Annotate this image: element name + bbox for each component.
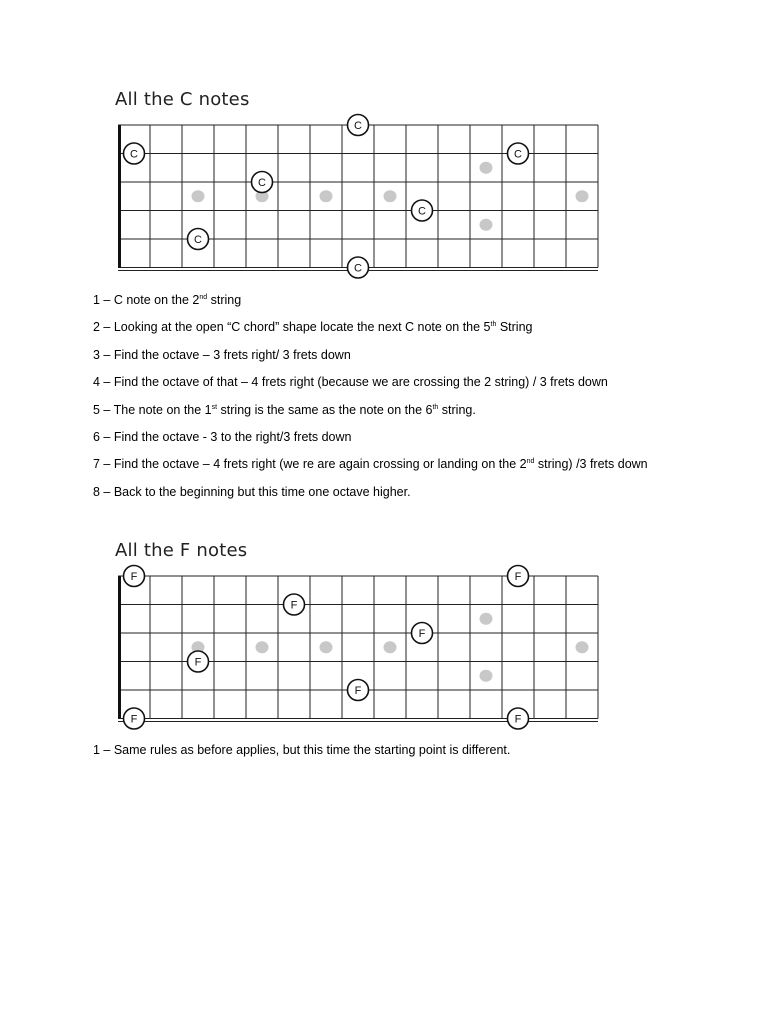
note-label: F: [514, 571, 522, 583]
step-text: String: [496, 320, 533, 335]
note-marker: [508, 566, 529, 587]
note-label: C: [354, 120, 362, 132]
step-item: [93, 374, 648, 401]
note-marker: [348, 115, 369, 136]
step-text: string: [207, 293, 242, 307]
note-label: C: [514, 148, 522, 161]
nut: [118, 576, 121, 719]
note-marker: [508, 143, 529, 164]
note-marker: [124, 566, 145, 587]
step-text: 4 – Find the octave of that – 4 frets right (because we are crossing the 2 string) / 3 frets down: [93, 375, 608, 390]
ordinal-suffix: th: [490, 321, 497, 329]
note-label: C: [194, 234, 202, 246]
inlay-dot: [320, 641, 333, 653]
step-text: string.: [438, 402, 476, 417]
steps-list-f-notes: [93, 742, 510, 769]
ordinal-suffix: st: [211, 403, 218, 411]
step-item: [93, 429, 648, 456]
step-text: 2 – Looking at the open “C chord” shape locate the next C note on the 5: [93, 320, 491, 335]
note-label: F: [354, 685, 362, 697]
note-marker: [284, 594, 305, 615]
note-marker: [412, 623, 433, 644]
note-label: C: [418, 205, 426, 218]
step-text: string is the same as the note on the 6: [217, 402, 433, 417]
inlay-dot: [480, 219, 493, 231]
step-text: 5 – The note on the 1: [93, 402, 212, 417]
steps-list-c-notes: [93, 292, 648, 511]
note-label: F: [130, 713, 138, 726]
step-text: 7 – Find the octave – 4 frets right (we re are again crossing or landing on the 2: [93, 457, 527, 472]
inlay-dot: [576, 190, 589, 202]
step-item: [93, 402, 648, 429]
fretboard-svg: [110, 561, 610, 731]
note-label: F: [194, 656, 202, 669]
note-marker: [348, 257, 369, 278]
step-text: string) /3 frets down: [534, 457, 648, 472]
inlay-dot: [192, 190, 205, 202]
section-title-c-notes: All the C notes: [115, 89, 250, 110]
note-label: F: [514, 713, 522, 726]
note-marker: [124, 143, 145, 164]
step-item: [93, 484, 648, 511]
ordinal-suffix: nd: [199, 294, 208, 301]
step-text: 1 – Same rules as before applies, but this time the starting point is different.: [93, 743, 511, 757]
inlay-dot: [480, 162, 493, 174]
note-label: F: [130, 571, 138, 583]
note-label: C: [354, 262, 362, 275]
note-marker: [124, 708, 145, 729]
note-marker: [252, 172, 273, 193]
fretboard-svg: [110, 110, 610, 280]
inlay-dot: [320, 190, 333, 202]
note-label: F: [418, 628, 426, 640]
note-label: C: [130, 148, 138, 161]
note-label: C: [258, 177, 266, 189]
ordinal-suffix: nd: [526, 458, 535, 466]
inlay-dot: [480, 670, 493, 682]
inlay-dot: [256, 641, 269, 653]
inlay-dot: [576, 641, 589, 653]
note-marker: [348, 680, 369, 701]
note-marker: [188, 229, 209, 250]
step-text: 3 – Find the octave – 3 frets right/ 3 frets down: [93, 347, 351, 362]
step-text: 6 – Find the octave - 3 to the right/3 frets down: [93, 429, 352, 444]
step-text: 1 – C note on the 2: [93, 293, 200, 307]
step-item: [93, 319, 648, 346]
step-item: [93, 347, 648, 374]
fretboard-diagram-c-notes: [110, 110, 610, 280]
inlay-dot: [384, 641, 397, 653]
nut: [118, 125, 121, 268]
note-marker: [412, 200, 433, 221]
fretboard-diagram-f-notes: [110, 561, 610, 731]
step-item: [93, 742, 510, 769]
step-item: [93, 292, 648, 319]
section-title-f-notes: All the F notes: [115, 540, 248, 561]
step-item: [93, 456, 648, 483]
inlay-dot: [480, 613, 493, 625]
note-marker: [188, 651, 209, 672]
step-text: 8 – Back to the beginning but this time one octave higher.: [93, 484, 411, 499]
note-marker: [508, 708, 529, 729]
note-label: F: [290, 599, 298, 612]
inlay-dot: [384, 190, 397, 202]
ordinal-suffix: th: [432, 403, 439, 411]
